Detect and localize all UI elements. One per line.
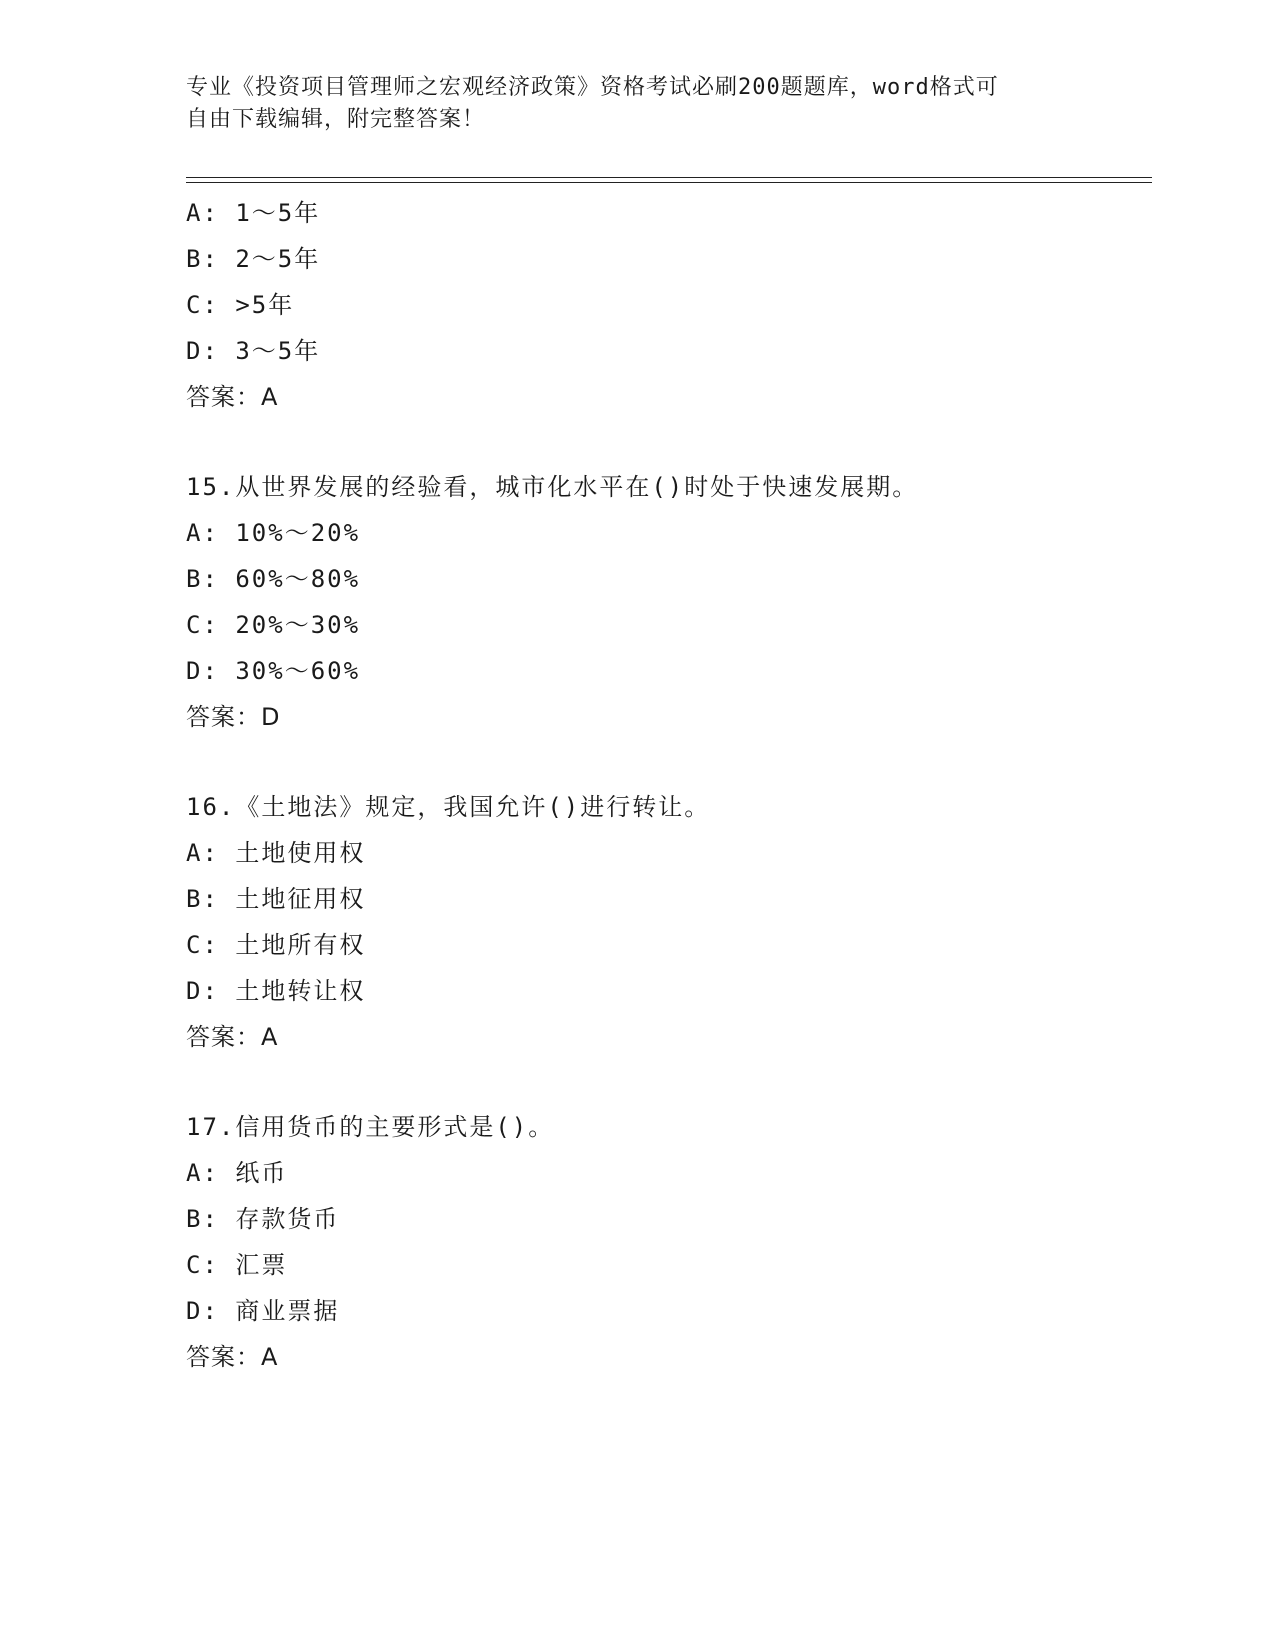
answer-label: 答案：A — [186, 1023, 279, 1051]
question-list — [186, 190, 1152, 1380]
spacer — [186, 1060, 1152, 1104]
question-block-prev — [186, 190, 1152, 420]
question-text: 16.《土地法》规定，我国允许()进行转让。 — [186, 793, 711, 821]
header-divider-bottom — [186, 182, 1152, 183]
option-c: C: 汇票 — [186, 1251, 288, 1279]
question-block-15 — [186, 464, 1152, 740]
answer-label: 答案：D — [186, 703, 281, 731]
spacer — [186, 740, 1152, 784]
header-title-line-1: 专业《投资项目管理师之宏观经济政策》资格考试必刷200题题库，word格式可 — [186, 75, 999, 100]
document-header — [186, 72, 1066, 136]
option-d: D: 3～5年 — [186, 337, 321, 365]
header-title-line-2: 自由下载编辑，附完整答案！ — [186, 107, 486, 132]
question-block-17 — [186, 1104, 1152, 1380]
answer-label: 答案：A — [186, 1343, 279, 1371]
question-text: 17.信用货币的主要形式是()。 — [186, 1113, 555, 1141]
option-c: C: 土地所有权 — [186, 931, 366, 959]
option-c: C: 20%～30% — [186, 611, 361, 639]
option-c: C: >5年 — [186, 291, 295, 319]
option-a: A: 10%～20% — [186, 519, 361, 547]
header-divider-top — [186, 177, 1152, 178]
option-b: B: 存款货币 — [186, 1205, 340, 1233]
question-block-16 — [186, 784, 1152, 1060]
option-b: B: 60%～80% — [186, 565, 361, 593]
option-b: B: 土地征用权 — [186, 885, 366, 913]
spacer — [186, 420, 1152, 464]
option-d: D: 土地转让权 — [186, 977, 366, 1005]
answer-label: 答案：A — [186, 383, 279, 411]
option-a: A: 土地使用权 — [186, 839, 366, 867]
question-text: 15.从世界发展的经验看，城市化水平在()时处于快速发展期。 — [186, 473, 919, 501]
option-a: A: 纸币 — [186, 1159, 288, 1187]
option-b: B: 2～5年 — [186, 245, 321, 273]
option-a: A: 1～5年 — [186, 199, 321, 227]
option-d: D: 30%～60% — [186, 657, 361, 685]
option-d: D: 商业票据 — [186, 1297, 340, 1325]
